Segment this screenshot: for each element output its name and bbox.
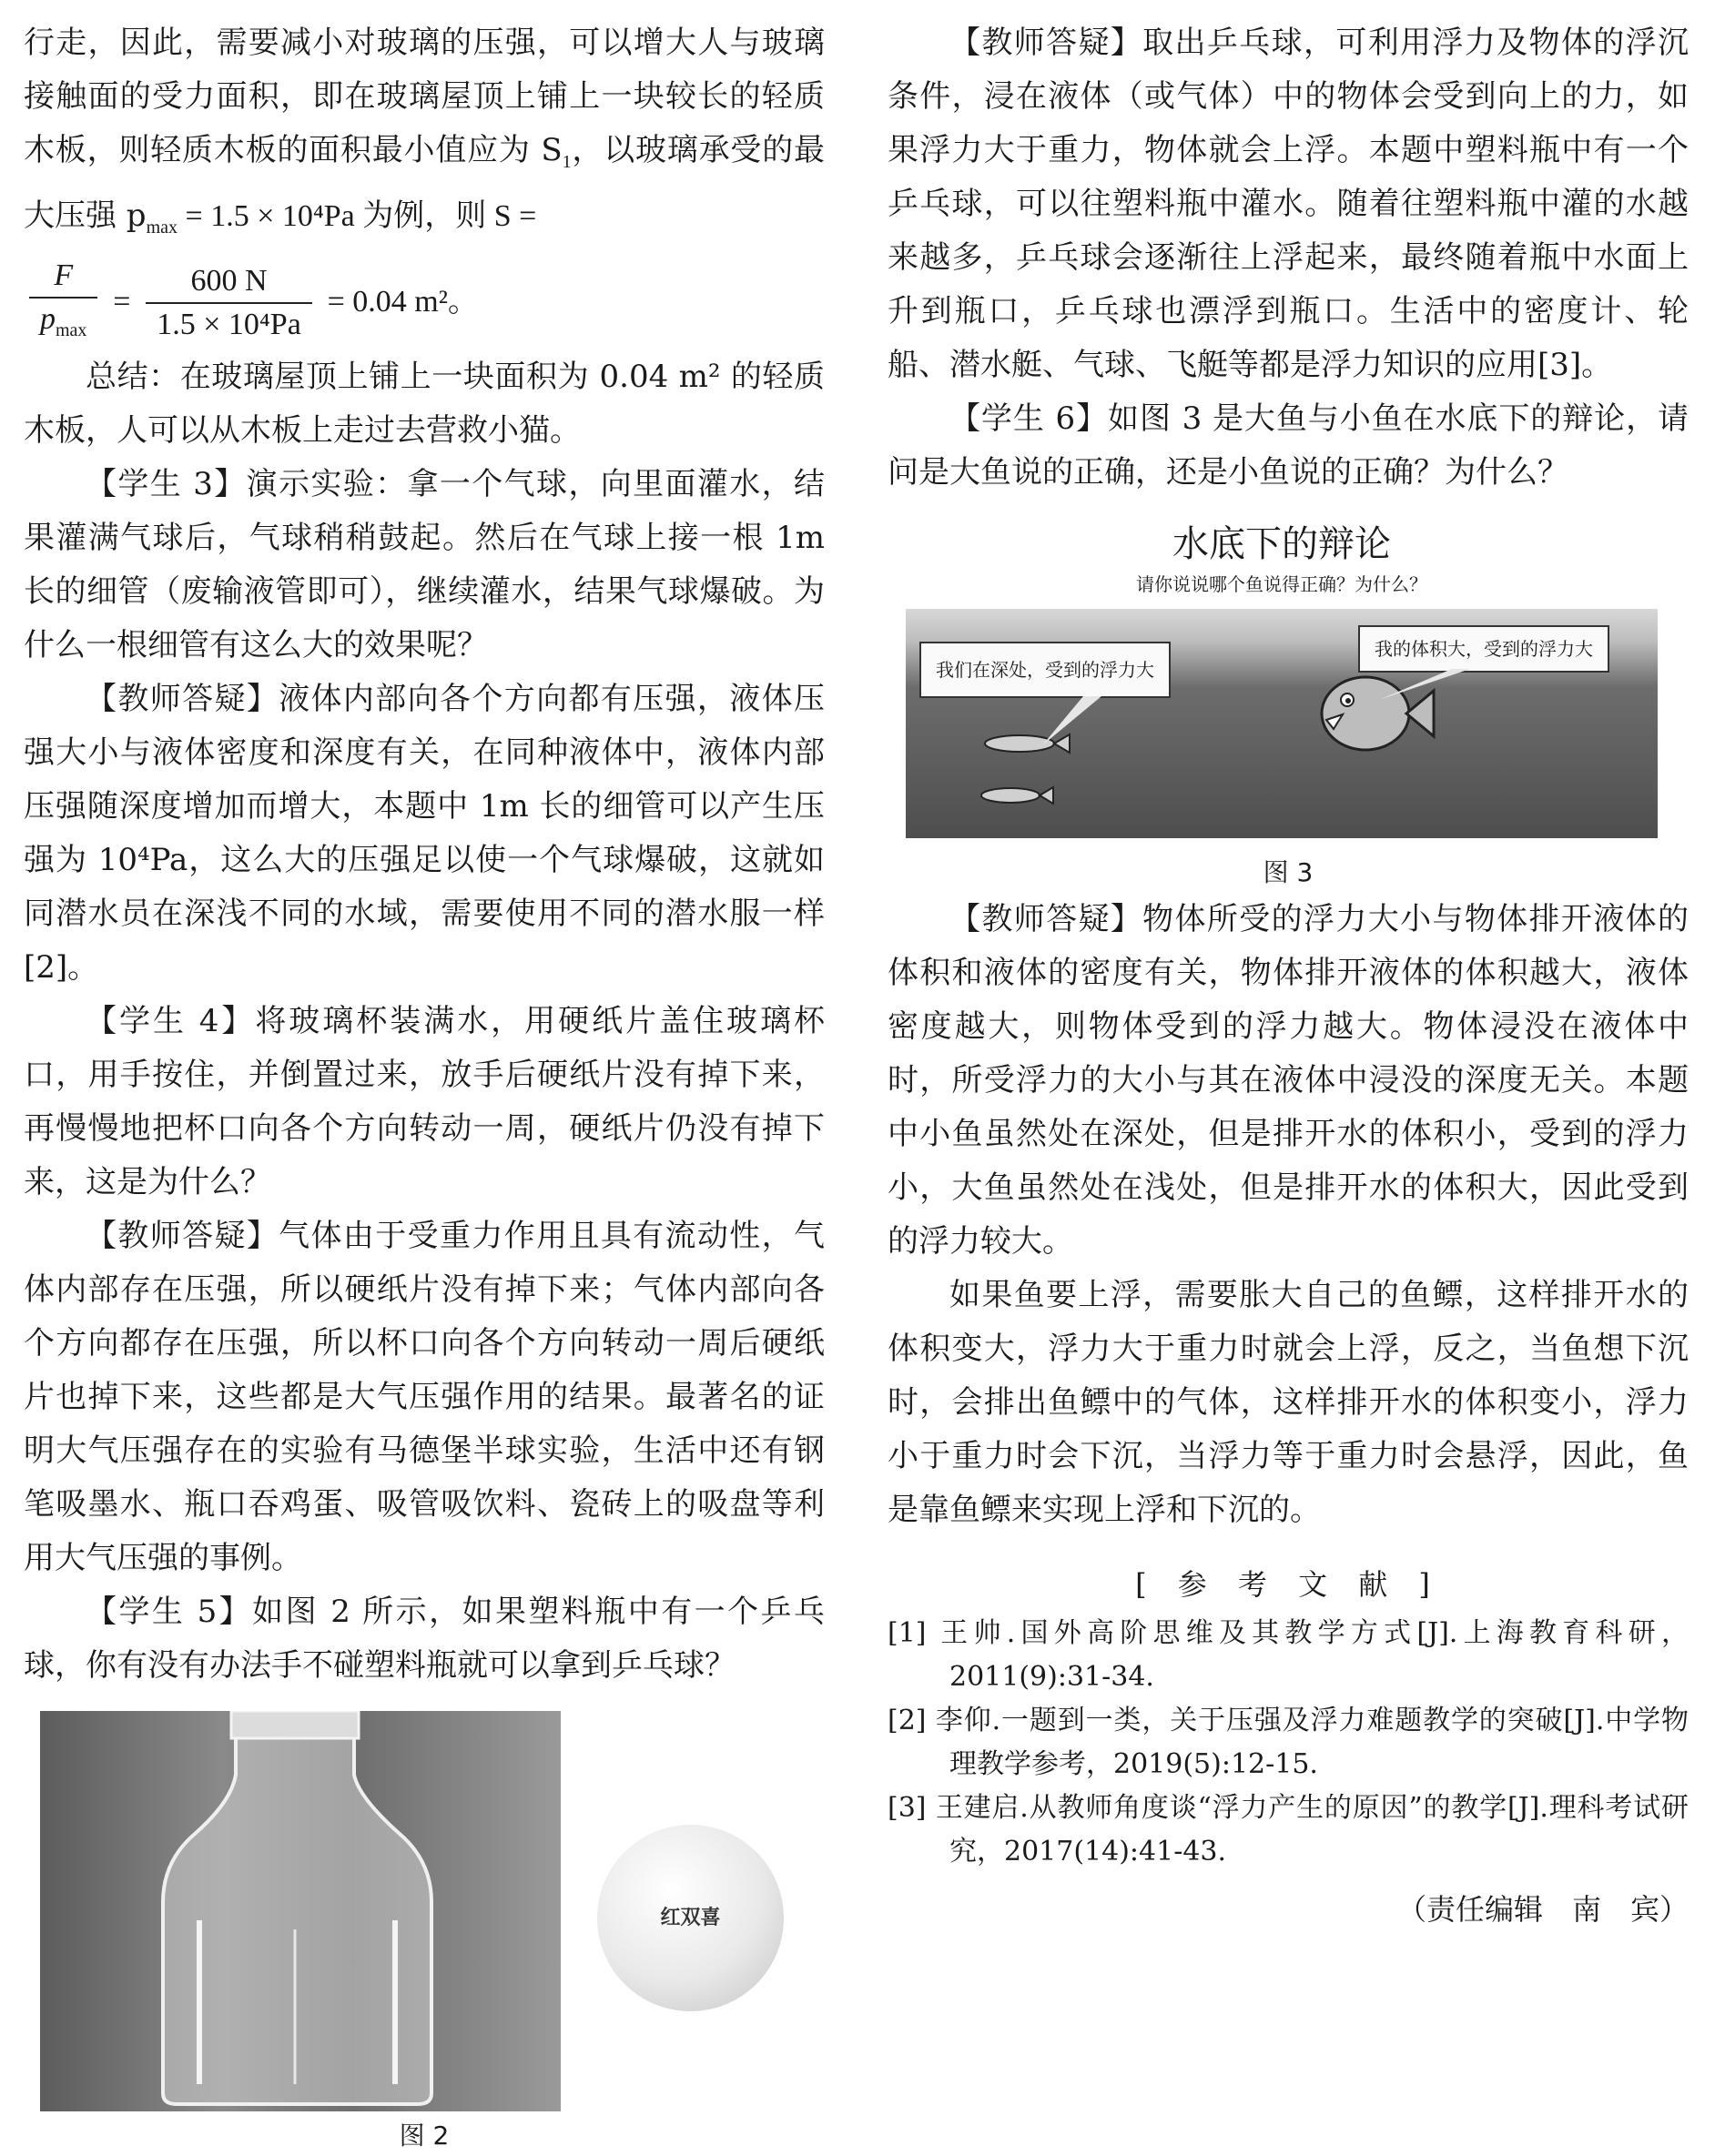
right-column (888, 16, 1689, 1936)
figure-3 (888, 518, 1689, 893)
teacher-answer-6: 【教师答疑】物体所受的浮力大小与物体排开液体的体积和液体的密度有关，物体排开液体的体积越大，液体密度越大，则物体受到的浮力越大。物体浸没在液体中时，所受浮力的大小与其在液体中浸没的深度无关。本题中小鱼虽然处在深处，但是排开水的体积小，受到的浮力小，大鱼虽然处在浅处，但是排开水的体积大，因此受到的浮力较大。 (888, 901, 1689, 1260)
left-column (24, 16, 825, 2156)
responsible-editor: （责任编辑 南 宾） (1396, 1892, 1689, 1927)
ping-pong-ball (597, 1825, 784, 2011)
bottle-icon (40, 1711, 561, 2111)
teacher-answer-4: 【教师答疑】气体由于受重力作用且具有流动性，气体内部存在压强，所以硬纸片没有掉下来；气体内部向各个方向都存在压强，所以杯口向各个方向转动一周后硬纸片也掉下来，这些都是大气压强作用的结果。最著名的证明大气压强存在的实验有马德堡半球实验，生活中还有钢笔吸墨水、瓶口吞鸡蛋、吸管吸饮料、瓷砖上的吸盘等利用大气压强的事例。 (24, 1218, 825, 1577)
figure-2-caption: 图 2 (399, 2121, 450, 2151)
figure-2 (24, 1711, 825, 2156)
underwater-scene (906, 609, 1658, 838)
student-3-question: 【学生 3】演示实验：拿一个气球，向里面灌水，结果灌满气球后，气球稍稍鼓起。然后在气球上接一根 1m 长的细管（废输液管即可），继续灌水，结果气球爆破。为什么一根细管有这么大的效果呢？ (24, 466, 825, 664)
speech-pointer-lines (906, 609, 1658, 838)
big-fish-speech-bubble: 我的体积大，受到的浮力大 (1358, 625, 1609, 673)
teacher-answer-3: 【教师答疑】液体内部向各个方向都有压强，液体压强大小与液体密度和深度有关，在同种液体中，液体内部压强随深度增加而增大，本题中 1m 长的细管可以产生压强为 10⁴Pa，这么大的压强足以使一个气球爆破，这就如同潜水员在深浅不同的水域，需要使用不同的潜水服一样[2]。 (24, 681, 825, 987)
cartoon-title: 水底下的辩论 (1172, 523, 1391, 565)
small-fish-speech-bubble: 我们在深处，受到的浮力大 (919, 642, 1171, 698)
reference-item: [3] 王建启.从教师角度谈“浮力产生的原因”的教学[J].理科考试研究，2017(14):41-43. (888, 1792, 1689, 1868)
student-4-question: 【学生 4】将玻璃杯装满水，用硬纸片盖住玻璃杯口，用手按住，并倒置过来，放手后硬纸片没有掉下来，再慢慢地把杯口向各个方向转动一周，硬纸片仍没有掉下来，这是为什么？ (24, 1003, 825, 1201)
underwater-debate-cartoon (906, 518, 1658, 838)
paragraph-continued: 行走，因此，需要减小对玻璃的压强，可以增大人与玻璃接触面的受力面积，即在玻璃屋顶上铺上一块较长的轻质木板，则轻质木板的面积最小值应为 $S_1$，以玻璃承受的最大压强 $p_{max} = 1.5 \times 10^4Pa$ 为例，则 S = (24, 25, 825, 238)
cartoon-subtitle: 请你说说哪个鱼说得正确？为什么？ (1136, 573, 1427, 595)
equation: $\frac{F}{p_{max}}$ = $\frac{600 N}{\text{1.5 × 10⁴Pa}}$ = 0.04 m²。 (24, 255, 825, 351)
student-6-question: 【学生 6】如图 3 是大鱼与小鱼在水底下的辩论，请问是大鱼说的正确，还是小鱼说的正确？为什么？ (888, 400, 1689, 491)
reference-item: [1] 王帅.国外高阶思维及其教学方式[J].上海教育科研，2011(9):31-34. (888, 1617, 1689, 1693)
reference-item: [2] 李仰.一题到一类，关于压强及浮力难题教学的突破[J].中学物理教学参考，2019(5):12-15. (888, 1705, 1689, 1780)
fish-bladder-paragraph: 如果鱼要上浮，需要胀大自己的鱼鳔，这样排开水的体积变大，浮力大于重力时就会上浮，反之，当鱼想下沉时，会排出鱼鳔中的气体，这样排开水的体积变小，浮力小于重力时会下沉，当浮力等于重力时会悬浮，因此，鱼是靠鱼鳔来实现上浮和下沉的。 (888, 1277, 1689, 1528)
ball-brand-label: 红双喜 (660, 1907, 721, 1930)
teacher-answer-5: 【教师答疑】取出乒乓球，可利用浮力及物体的浮沉条件，浸在液体（或气体）中的物体会受到向上的力，如果浮力大于重力，物体就会上浮。本题中塑料瓶中有一个乒乓球，可以往塑料瓶中灌水。随着往塑料瓶中灌的水越来越多，乒乓球会逐渐往上浮起来，最终随着瓶中水面上升到瓶口，乒乓球也漂浮到瓶口。生活中的密度计、轮船、潜水艇、气球、飞艇等都是浮力知识的应用[3]。 (888, 25, 1689, 383)
figure-3-caption: 图 3 (1263, 857, 1314, 887)
summary-paragraph: 总结：在玻璃屋顶上铺上一块面积为 0.04 m² 的轻质木板，人可以从木板上走过去营救小猫。 (24, 359, 825, 450)
references-heading: [ 参 考 文 献 ] (1135, 1567, 1441, 1602)
plastic-bottle-photo (40, 1711, 561, 2111)
student-5-question: 【学生 5】如图 2 所示，如果塑料瓶中有一个乒乓球，你有没有办法手不碰塑料瓶就可以拿到乒乓球？ (24, 1594, 825, 1685)
fraction-values: $\frac{600 N}{\text{1.5 × 10⁴Pa}}$ (146, 260, 312, 346)
fraction-f-over-p: $\frac{F}{p_{max}}$ (29, 255, 97, 351)
